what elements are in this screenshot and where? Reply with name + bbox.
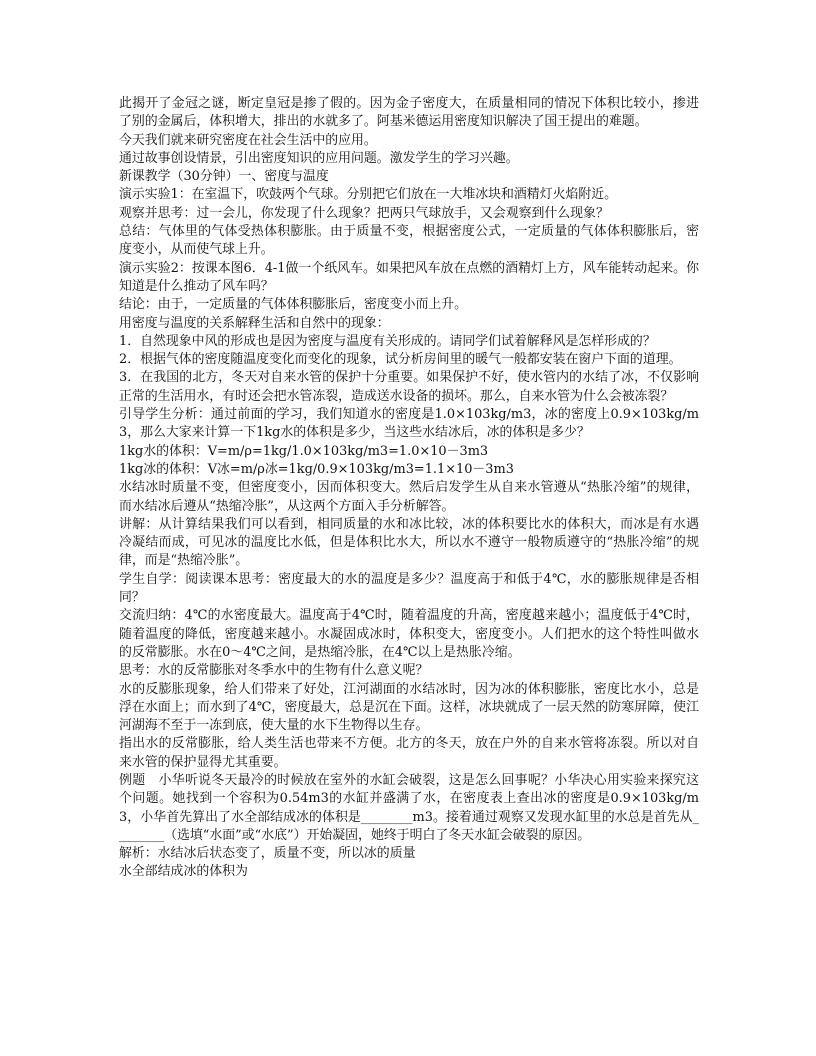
list-item-heater-placement: 2．根据气体的密度随温度变化而变化的现象，试分析房间里的暖气一般都安装在窗户下面的道理。 <box>119 352 682 368</box>
formula-water-volume: 1kg水的体积：V=m/ρ=1kg/1.0×103kg/m3=1.0×10－3m3 <box>119 443 489 459</box>
paragraph-exchange-summary: 交流归纳：4℃的水密度最大。温度高于4℃时，随着温度的升高，密度越来越小；温度低于4℃时，随着温度的降低，密度越来越小。水凝固成冰时，体积变大，密度变小。人们把水的这个特性叫做水的反常膨胀。水在0～4℃之间，是热缩冷胀，在4℃以上是热胀冷缩。 <box>119 608 699 660</box>
paragraph-guided-analysis: 引导学生分析：通过前面的学习，我们知道水的密度是1.0×103kg/m3，冰的密度上0.9×103kg/m3，那么大家来计算一下1kg水的体积是多少，当这些水结冰后，冰的体积是多少？ <box>119 407 699 441</box>
paragraph-demo-experiment-1: 演示实验1：在室温下，吹鼓两个气球。分别把它们放在一大堆冰块和酒精灯火焰附近。 <box>119 187 618 203</box>
formula-ice-volume: 1kg冰的体积：V冰=m/ρ冰=1kg/0.9×103kg/m3=1.1×10－3m3 <box>119 461 514 477</box>
list-item-water-pipe: 3．在我国的北方，冬天对自来水管的保护十分重要。如果保护不好，使水管内的水结了冰，不仅影响正常的生活用水，有时还会把水管冻裂，造成送水设备的损坏。那么，自来水管为什么会被冻裂？ <box>119 370 699 404</box>
paragraph-solution: 解析：水结冰后状态变了，质量不变，所以冰的质量 <box>119 846 416 862</box>
paragraph-anomalous-expansion-inconvenience: 指出水的反常膨胀，给人类生活也带来不方便。北方的冬天，放在户外的自来水管将冻裂。所以对自来水管的保护显得尤其重要。 <box>119 736 699 770</box>
document-body <box>119 95 699 882</box>
section-heading-density-temperature: 新课教学（30分钟）一、密度与温度 <box>119 169 329 185</box>
paragraph-anomalous-expansion-benefit: 水的反膨胀现象，给人们带来了好处，江河湖面的水结冰时，因为冰的体积膨胀，密度比水小，总是浮在水面上；而水到了4℃，密度最大，总是沉在下面。这样，冰块就成了一层天然的防寒屏障，使江河湖海不至于一冻到底，使大量的水下生物得以生存。 <box>119 681 699 734</box>
paragraph-lecture: 讲解：从计算结果我们可以看到，相同质量的水和冰比较，冰的体积要比水的体积大，而冰是有水遇冷凝结而成，可见冰的温度比水低，但是体积比水大，所以水不遵守一般物质遵守的“热胀冷缩”的规律，而是“热缩冷胀”。 <box>119 516 699 569</box>
paragraph-explain-phenomena: 用密度与温度的关系解释生活和自然中的现象： <box>119 315 390 331</box>
paragraph-self-study: 学生自学：阅读课本思考：密度最大的水的温度是多少？温度高于和低于4℃，水的膨胀规律是否相同？ <box>119 571 699 606</box>
paragraph-solution-volume: 水全部结成冰的体积为 <box>119 864 248 880</box>
paragraph-demo-experiment-2: 演示实验2：按课本图6．4-1做一个纸风车。如果把风车放在点燃的酒精灯上方，风车能转动起来。你知道是什么推动了风车吗？ <box>119 260 699 294</box>
paragraph-observe-think: 观察并思考：过一会儿，你发现了什么现象？把两只气球放手，又会观察到什么现象？ <box>119 205 609 221</box>
list-item-wind-formation: 1．自然现象中风的形成也是因为密度与温度有关形成的。请同学们试着解释风是怎样形成的？ <box>119 333 656 349</box>
paragraph-design-intent: 通过故事创设情景，引出密度知识的应用问题。激发学生的学习兴趣。 <box>119 150 519 166</box>
paragraph-example-problem: 例题 小华听说冬天最冷的时候放在室外的水缸会破裂，这是怎么回事呢？小华决心用实验来探究这个问题。她找到一个容积为0.54m3的水缸并盛满了水，在密度表上查出冰的密度是0.9×103kg/m3，小华首先算出了水全部结成冰的体积是________m3。接着通过观察又发现水缸里的水总是首先从________（选填“水面”或“水底”）开始凝固，她终于明白了冬天水缸会破裂的原因。 <box>119 772 699 843</box>
paragraph-think-question: 思考：水的反常膨胀对冬季水中的生物有什么意义呢？ <box>119 663 429 679</box>
paragraph-summary-gas-expansion: 总结：气体里的气体受热体积膨胀。由于质量不变，根据密度公式，一定质量的气体体积膨胀后，密度变小，从而使气球上升。 <box>119 224 699 258</box>
paragraph-conclusion: 结论：由于，一定质量的气体体积膨胀后，密度变小而上升。 <box>119 297 468 313</box>
paragraph-freezing-analysis: 水结冰时质量不变，但密度变小，因而体积变大。然后启发学生从自来水管遵从“热胀冷缩”的规律，而水结冰后遵从“热缩冷胀”，从这两个方面入手分析解答。 <box>119 480 699 514</box>
paragraph-crown-story: 此揭开了金冠之谜，断定皇冠是掺了假的。因为金子密度大，在质量相同的情况下体积比较小，掺进了别的金属后，体积增大，排出的水就多了。阿基米德运用密度知识解决了国王提出的难题。 <box>119 96 699 130</box>
paragraph-intro-density-application: 今天我们就来研究密度在社会生活中的应用。 <box>119 132 377 148</box>
